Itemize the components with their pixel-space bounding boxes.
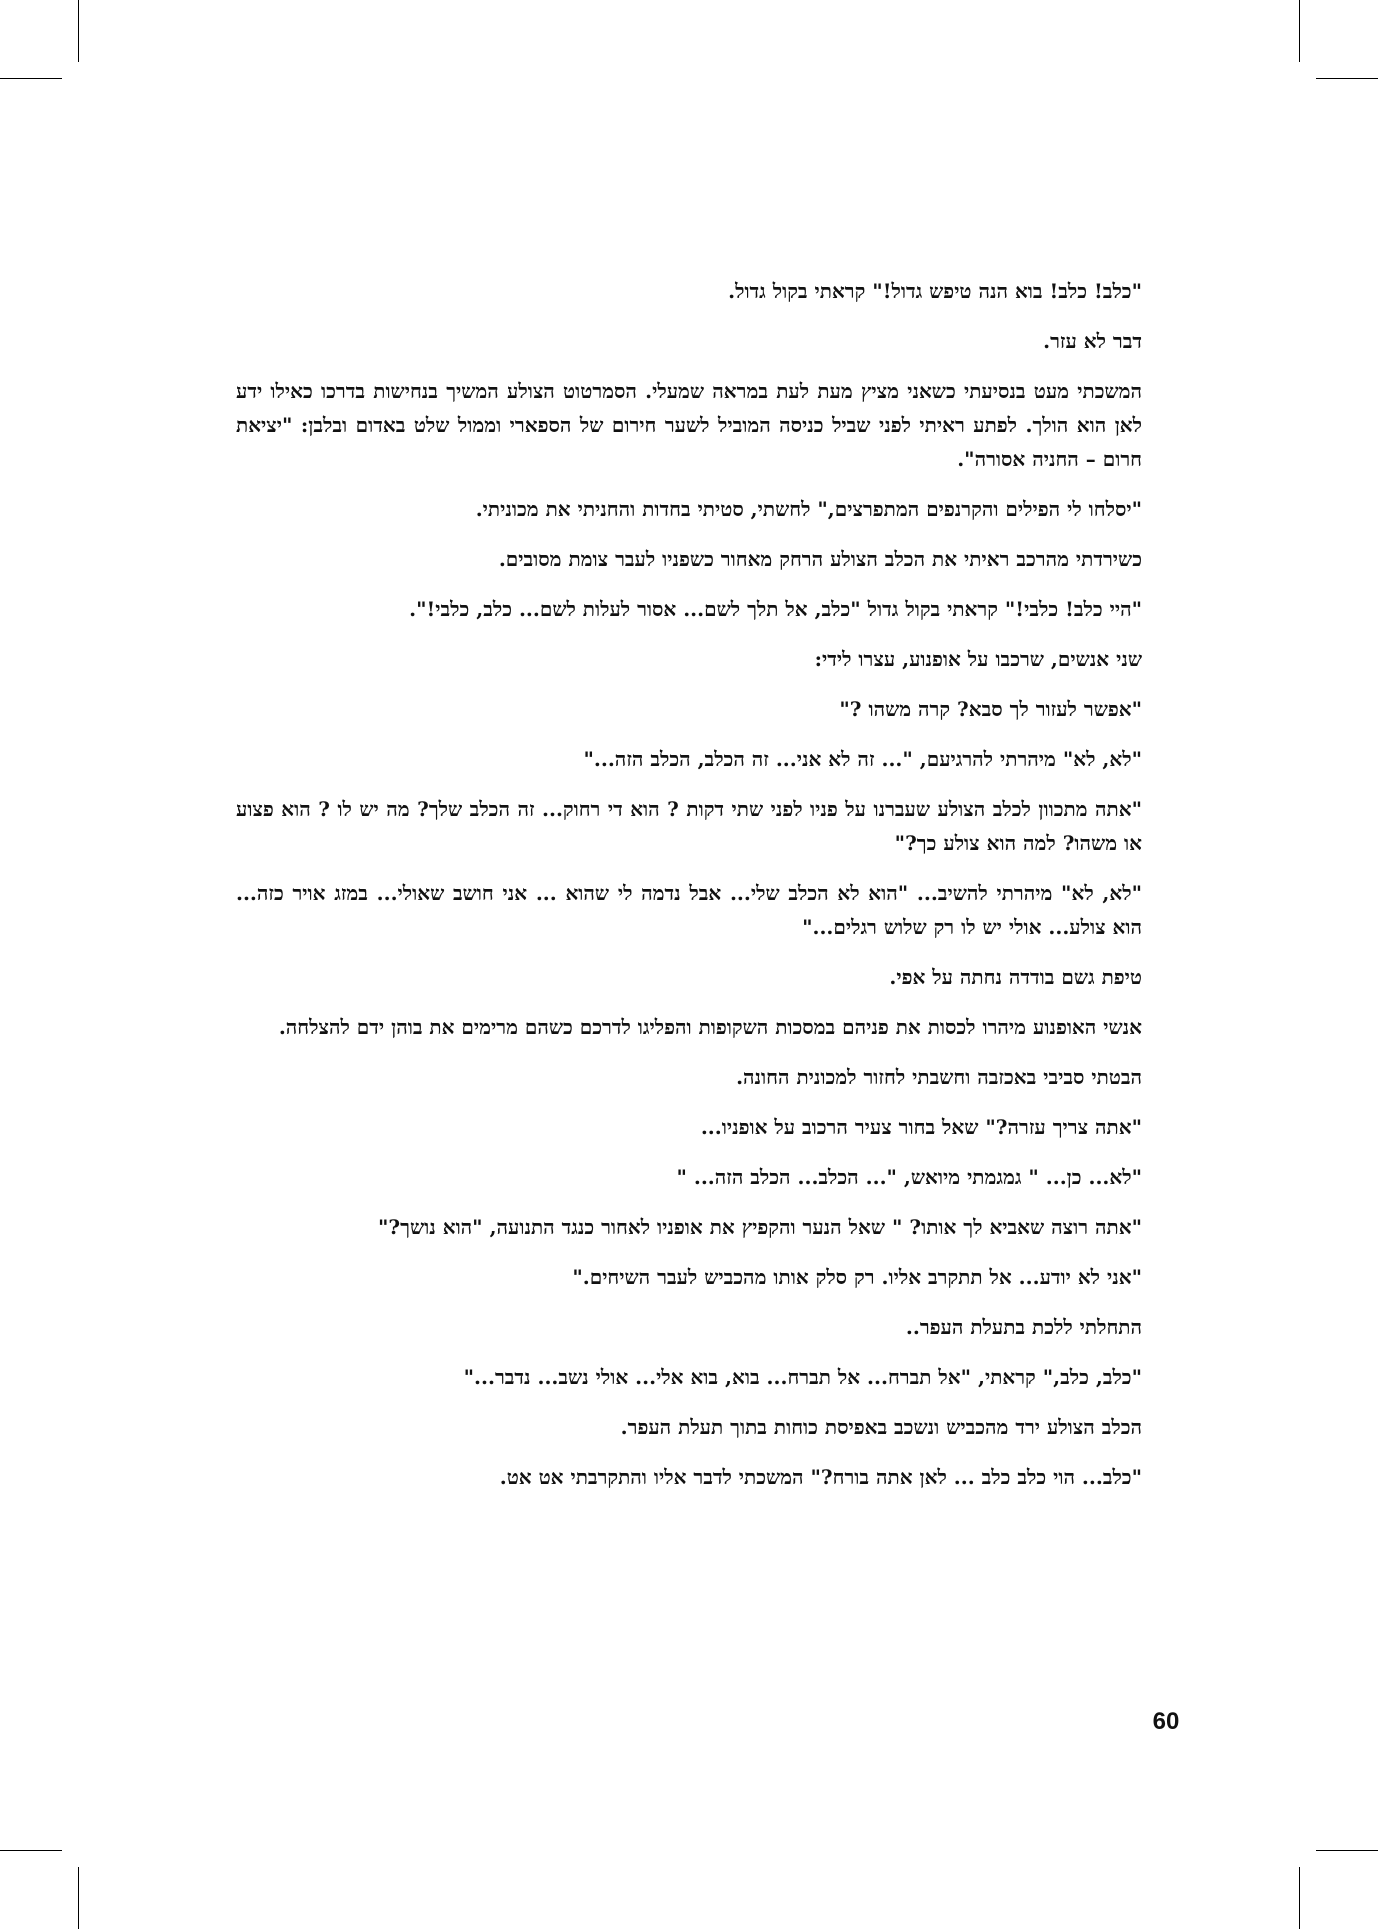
crop-mark-bottom-left-horizontal — [0, 1850, 62, 1851]
paragraph: "אתה מתכוון לכלב הצולע שעברנו על פניו לפני שתי דקות ? הוא די רחוק... זה הכלב שלך? מה יש לו ? הוא פצוע או משהו? למה הוא צולע כך?" — [236, 797, 1142, 855]
paragraph: טיפת גשם בודדה נחתה על אפי. — [889, 965, 1142, 989]
crop-mark-top-right-horizontal — [1316, 78, 1378, 79]
paragraph: כשירדתי מהרכב ראיתי את הכלב הצולע הרחק מאחור כשפניו לעבר צומת מסובים. — [498, 547, 1142, 571]
paragraph: אנשי האופנוע מיהרו לכסות את פניהם במסכות השקופות והפליגו לדרכם כשהם מרימים את בוהן ידם להצלחה. — [278, 1015, 1142, 1039]
paragraph: "לא... כן... " גמגמתי מיואש, "... הכלב... הכלב הזה... " — [676, 1165, 1142, 1189]
paragraph: שני אנשים, שרכבו על אופנוע, עצרו לידי: — [814, 647, 1142, 671]
crop-mark-bottom-right-vertical — [1299, 1867, 1300, 1929]
paragraph: "יסלחו לי הפילים והקרנפים המתפרצים," לחשתי, סטיתי בחדות והחניתי את מכוניתי. — [475, 497, 1142, 521]
paragraph: דבר לא עזר. — [1043, 329, 1142, 353]
paragraph: "כלב... הוי כלב כלב ... לאן אתה בורח?" המשכתי לדבר אליו והתקרבתי אט אט. — [499, 1465, 1142, 1489]
crop-mark-top-left-horizontal — [0, 78, 62, 79]
paragraph: "אני לא יודע... אל תתקרב אליו. רק סלק אותו מהכביש לעבר השיחים." — [572, 1265, 1142, 1289]
paragraph: "אתה רוצה שאביא לך אותו? " שאל הנער והקפיץ את אופניו לאחור כנגד התנועה, "הוא נושך?" — [378, 1215, 1142, 1239]
paragraph: "היי כלב! כלבי!" קראתי בקול גדול "כלב, אל תלך לשם... אסור לעלות לשם... כלב, כלבי!". — [409, 597, 1142, 621]
paragraph: הבטתי סביבי באכזבה וחשבתי לחזור למכונית החונה. — [736, 1065, 1142, 1089]
paragraph: הכלב הצולע ירד מהכביש ונשכב באפיסת כוחות בתוך תעלת העפר. — [620, 1415, 1142, 1439]
body-text — [236, 274, 1142, 1510]
crop-mark-bottom-right-horizontal — [1316, 1850, 1378, 1851]
crop-mark-top-right-vertical — [1299, 0, 1300, 62]
paragraph: המשכתי מעט בנסיעתי כשאני מציץ מעת לעת במראה שמעלי. הסמרטוט הצולע המשיך בנחישות בדרכו כאילו ידע לאן הוא הולך. לפתע ראיתי לפני שביל כניסה המוביל לשער חירום של הספארי וממול שלט באדום ובלבן: "יציאת חרום – החניה אסורה". — [236, 379, 1142, 471]
paragraph: התחלתי ללכת בתעלת העפר.. — [905, 1315, 1142, 1339]
paragraph: "אתה צריך עזרה?" שאל בחור צעיר הרכוב על אופניו... — [700, 1115, 1142, 1139]
paragraph: "אפשר לעזור לך סבא? קרה משהו ?" — [839, 697, 1142, 721]
crop-mark-top-left-vertical — [78, 0, 79, 62]
page-number: 60 — [1152, 1708, 1180, 1735]
crop-mark-bottom-left-vertical — [78, 1867, 79, 1929]
paragraph: "כלב! כלב! בוא הנה טיפש גדול!" קראתי בקול גדול. — [728, 279, 1142, 303]
paragraph: "לא, לא" מיהרתי להרגיעם, "... זה לא אני... זה הכלב, הכלב הזה..." — [583, 747, 1142, 771]
paragraph: "לא, לא" מיהרתי להשיב... "הוא לא הכלב שלי... אבל נדמה לי שהוא ... אני חושב שאולי... במזג אויר כזה... הוא צולע... אולי יש לו רק שלוש רגלים..." — [236, 881, 1142, 939]
paragraph: "כלב, כלב," קראתי, "אל תברח... אל תברח... בוא, בוא אלי... אולי נשב... נדבר..." — [463, 1365, 1142, 1389]
